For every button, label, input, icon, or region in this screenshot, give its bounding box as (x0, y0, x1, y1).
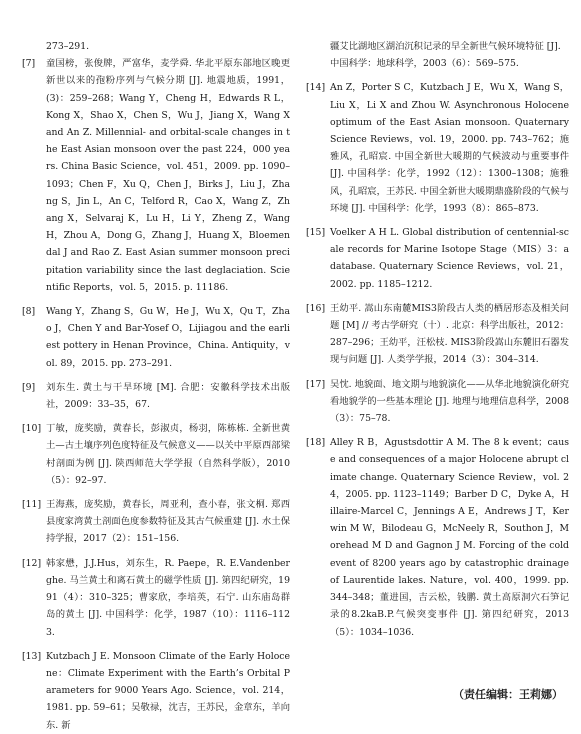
reference-item-12 (22, 555, 290, 641)
reference-continuation: 疆艾比湖地区湖泊沉积记录的早全新世气候环境特征 [J]. 中国科学：地球科学，2003（6）：569–575. (330, 41, 561, 70)
reference-number: [10] (22, 423, 42, 435)
reference-number: [18] (306, 437, 326, 449)
reference-item-9 (22, 379, 290, 413)
reference-continuation: 273–291. (46, 41, 90, 52)
reference-item-10 (22, 420, 290, 489)
reference-text: Wang Y，Zhang S，Gu W，He J，Wu X，Qu T，Zhao J，Chen Y and Bar-Yosef O，Lijiagou and the earliest pottery in Henan Province，China. Antiquity，vol. 89，2015. pp. 273–291. (46, 306, 290, 369)
reference-number: [8] (22, 306, 36, 318)
reference-text: Kutzbach J E. Monsoon Climate of the Early Holocene：Climate Experiment with the Earth’s Orbital Parameters for 9000 Years Ago. Science，vol. 214，1981. pp. 59–61；吴敬禄，沈吉，王苏民，金章东，羊向东. 新 (46, 650, 290, 731)
reference-number: [12] (22, 557, 42, 569)
reference-item-14 (306, 79, 569, 217)
reference-text: Voelker A H L. Global distribution of centennial-scale records for Marine Isotope Stage（MIS）3：a database. Quaternary Science Reviews，vol. 21，2002. pp. 1185–1212. (330, 227, 569, 290)
reference-item-15 (306, 224, 569, 293)
reference-text: 丁敏，庞奖励，黄春长，彭淑贞，杨羽，陈栋栋. 全新世黄土—古土壤序列色度特征及气候意义——以关中平原西部梁村剖面为例 [J]. 陕西师范大学学报（自然科学版），2010（5）：92–97. (46, 423, 290, 486)
reference-item-7 (22, 55, 290, 296)
reference-number: [7] (22, 58, 36, 70)
reference-number: [15] (306, 227, 326, 239)
reference-text: 王海燕，庞奖励，黄春长，周亚利，查小春，张文桐. 郑西县度家湾黄土剖面色度参数特征及其古气候重建 [J]. 水土保持学报，2017（2）：151–156. (46, 499, 290, 545)
reference-text: 童国榜，张俊牌，严富华，麦学舜. 华北平原东部地区晚更新世以来的孢粉序列与气候分期 [J]. 地震地质，1991，(3)：259–268；Wang Y，Cheng H，Edwards R L，Kong X，Shao X，Chen S，Wu J，Jiang X，Wang X and An Z. Millennial- and orbital-scale changes in the East Asian monsoon over the past 224，000 years. China Basic Science，vol. 451，2009. pp. 1090–1093；Chen F，Xu Q，Chen J，Birks J，Liu J，Zhang S，Jin L，An C，Telford R，Cao X，Wang Z，Zhang X，Selvaraj K，Lu H，Li Y，Zheng Z，Wang H，Zhou A，Dong G，Zhang J，Huang X，Bloemendal J and Rao Z. East Asian summer monsoon precipitation variability since the last deglaciation. Scientific Reports，vol. 5，2015. p. 11186. (46, 58, 290, 293)
reference-text: 王幼平. 嵩山东南麓MIS3阶段古人类的栖居形态及相关问题 [M] // 考古学研究（十）. 北京：科学出版社，2012：287–296；王幼平，汪松枝. MIS3阶段嵩山东麓旧石器发现与问题 [J]. 人类学学报，2014（3）：304–314. (330, 302, 569, 366)
left-column (22, 38, 290, 734)
reference-number: [17] (306, 378, 326, 390)
reference-item-8 (22, 303, 290, 372)
reference-number: [13] (22, 650, 42, 662)
reference-text: Alley R B，Agustsdottir A M. The 8 k event；cause and consequences of a major Holocene abrupt climate change. Quaternary Science Review，vol. 24，2005. pp. 1123–1149；Barber D C，Dyke A，Hillaire-Marcel C，Jennings A E，Andrews J T，Kerwin M W，Bilodeau G，McNeely R，Southon J，Morehead M D and Gagnon J M. Forcing of the cold event of 8200 years ago by catastrophic drainage of Laurentide lakes. Nature，vol. 400，1999. pp. 344–348；董进国，吉云松，钱鹏. 黄土高原洞穴石笋记录的8.2kaB.P.气候突变事件 [J]. 第四纪研究，2013（5）：1034–1036. (330, 437, 569, 638)
reference-number: [11] (22, 499, 42, 511)
reference-text: 韩家懋，J.J.Hus，刘东生，R. Paepe，R. E.Vandenberghe. 马兰黄土和离石黄土的磁学性质 [J]. 第四纪研究，1991（4）：310–325；曹家欣，李培英，石宁. 山东庙岛群岛的黄土 [J]. 中国科学：化学，1987（10）：1116–1123. (46, 557, 290, 638)
reference-item-11 (22, 496, 290, 548)
right-column (306, 38, 569, 641)
reference-item-17 (306, 376, 569, 428)
reference-text: An Z，Porter S C，Kutzbach J E，Wu X，Wang S，Liu X，Li X and Zhou W. Asynchronous Holocene optimum of the East Asian monsoon. Quaternary Science Reviews，vol. 19，2000. pp. 743–762；施雅风，孔昭宸. 中国全新世大暖期的气候波动与重要事件 [J]. 中国科学：化学，1992（12）：1300–1308；施雅风，孔昭宸，王苏民. 中国全新世大暖期鼎盛阶段的气候与环境 [J]. 中国科学：化学，1993（8）：865–873. (330, 82, 569, 214)
reference-item-18 (306, 434, 569, 640)
reference-text: 吴忱. 地貌面、地文期与地貌演化——从华北地貌演化研究看地貌学的一些基本理论 [J]. 地理与地理信息科学，2008（3）：75–78. (330, 378, 569, 425)
reference-item-13 (22, 648, 290, 734)
reference-item-16 (306, 300, 569, 369)
reference-number: [16] (306, 302, 326, 314)
editor-note: （责任编辑：王莉娜） (453, 688, 563, 701)
reference-number: [9] (22, 381, 36, 393)
reference-text: 刘东生. 黄土与干旱环境 [M]. 合肥：安徽科学技术出版社，2009：33–35，67. (46, 381, 290, 411)
reference-number: [14] (306, 82, 326, 94)
